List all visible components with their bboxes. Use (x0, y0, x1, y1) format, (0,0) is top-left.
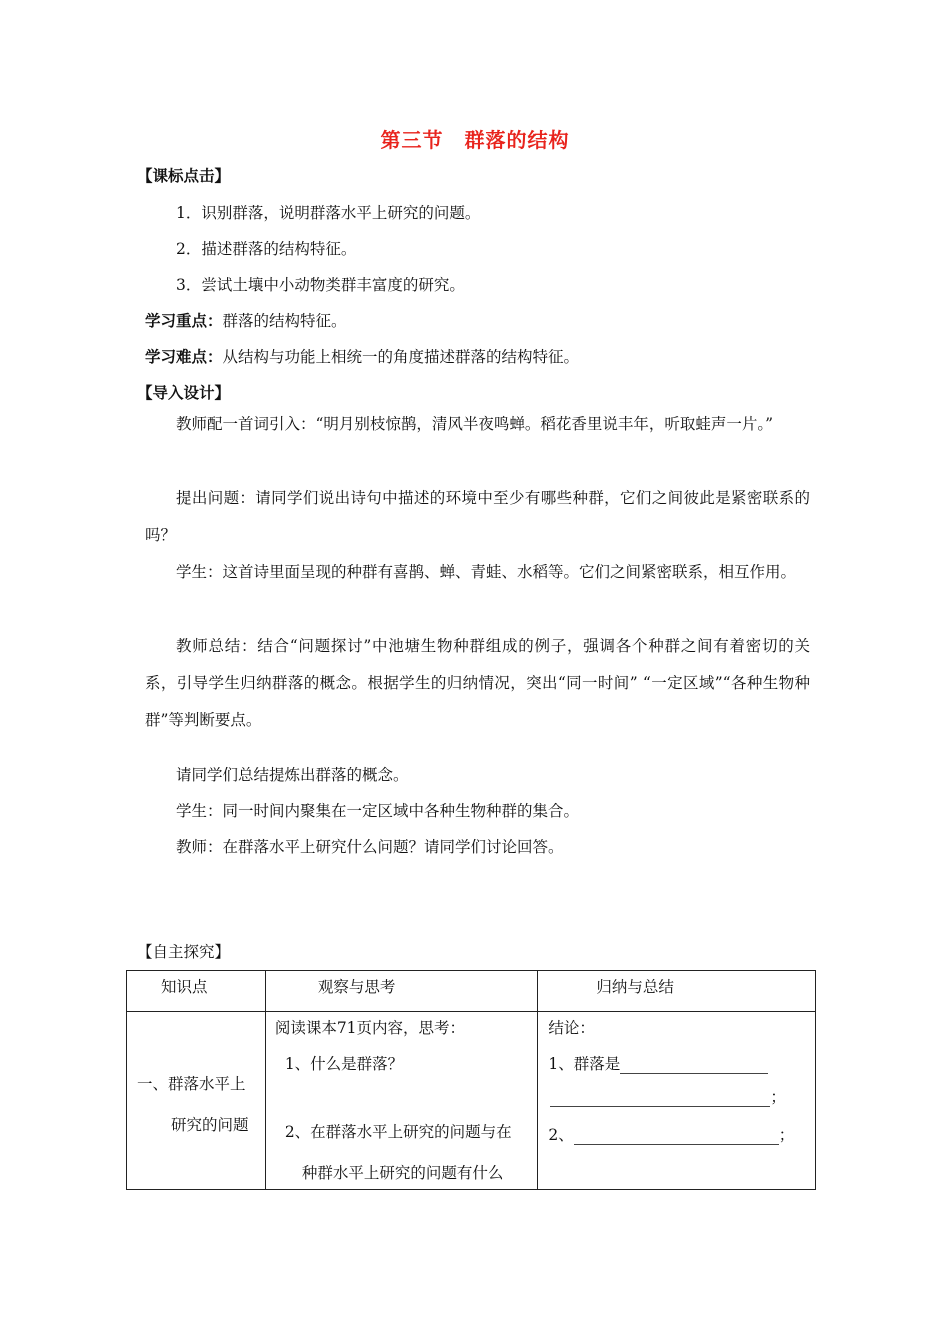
key-point-text: 群落的结构特征。 (222, 312, 347, 330)
standard-item-3: 3．尝试土壤中小动物类群丰富度的研究。 (176, 276, 465, 294)
intro-paragraph-5: 请同学们总结提炼出群落的概念。 (176, 766, 409, 784)
section-heading-standards: 【课标点击】 (137, 167, 231, 185)
table-header-cell: 观察与思考 (265, 971, 538, 1012)
topic-cell: 一、群落水平上 研究的问题 (127, 1012, 266, 1190)
key-point-label: 学习重点： (145, 312, 223, 330)
standard-item-1: 1．识别群落，说明群落水平上研究的问题。 (176, 204, 481, 222)
answer-blank[interactable] (620, 1056, 768, 1074)
explore-table (126, 970, 816, 1190)
table-row (127, 1012, 816, 1190)
difficulty-label: 学习难点： (145, 348, 223, 366)
key-point (145, 309, 347, 331)
standard-item-2: 2．描述群落的结构特征。 (176, 240, 357, 258)
page-title: 第三节 群落的结构 (380, 128, 570, 152)
section-heading-explore: 【自主探究】 (137, 943, 231, 961)
answer-blank[interactable] (574, 1127, 779, 1145)
intro-paragraph-6: 学生：同一时间内聚集在一定区域中各种生物种群的集合。 (176, 802, 580, 820)
table-header-row (127, 971, 816, 1012)
answer-blank[interactable] (550, 1089, 770, 1107)
intro-paragraph-7: 教师：在群落水平上研究什么问题？请同学们讨论回答。 (176, 838, 564, 856)
intro-paragraph-4: 教师总结：结合“问题探讨”中池塘生物种群组成的例子，强调各个种群之间有着密切的关系，引导学生归纳群落的概念。根据学生的归纳情况，突出“同一时间” “一定区域”“各种生物种群”等判断要点。 (145, 637, 810, 729)
table-header-cell: 归纳与总结 (538, 971, 816, 1012)
summary-cell: 结论： 1、群落是 ； 2、 ； (538, 1012, 816, 1190)
summary-item-1-cont: ； (550, 1085, 786, 1107)
intro-paragraph-2: 提出问题：请同学们说出诗句中描述的环境中至少有哪些种群，它们之间彼此是紧密联系的吗？ (145, 489, 810, 544)
observe-cell: 阅读课本71页内容，思考： 1、什么是群落？ 2、在群落水平上研究的问题与在 种群水平上研究的问题有什么 (265, 1012, 538, 1190)
intro-paragraph-3: 学生：这首诗里面呈现的种群有喜鹊、蝉、青蛙、水稻等。它们之间紧密联系，相互作用。 (176, 563, 797, 581)
section-heading-intro: 【导入设计】 (137, 384, 231, 402)
difficulty-text: 从结构与功能上相统一的角度描述群落的结构特征。 (222, 348, 580, 366)
summary-item-1: 1、群落是 (548, 1052, 768, 1074)
intro-paragraph-1: 教师配一首词引入：“明月别枝惊鹊，清风半夜鸣蝉。稻花香里说丰年，听取蛙声一片。” (176, 415, 774, 433)
summary-item-2: 2、 ； (548, 1126, 795, 1144)
table-header-cell: 知识点 (127, 971, 266, 1012)
difficulty-point (145, 345, 579, 367)
